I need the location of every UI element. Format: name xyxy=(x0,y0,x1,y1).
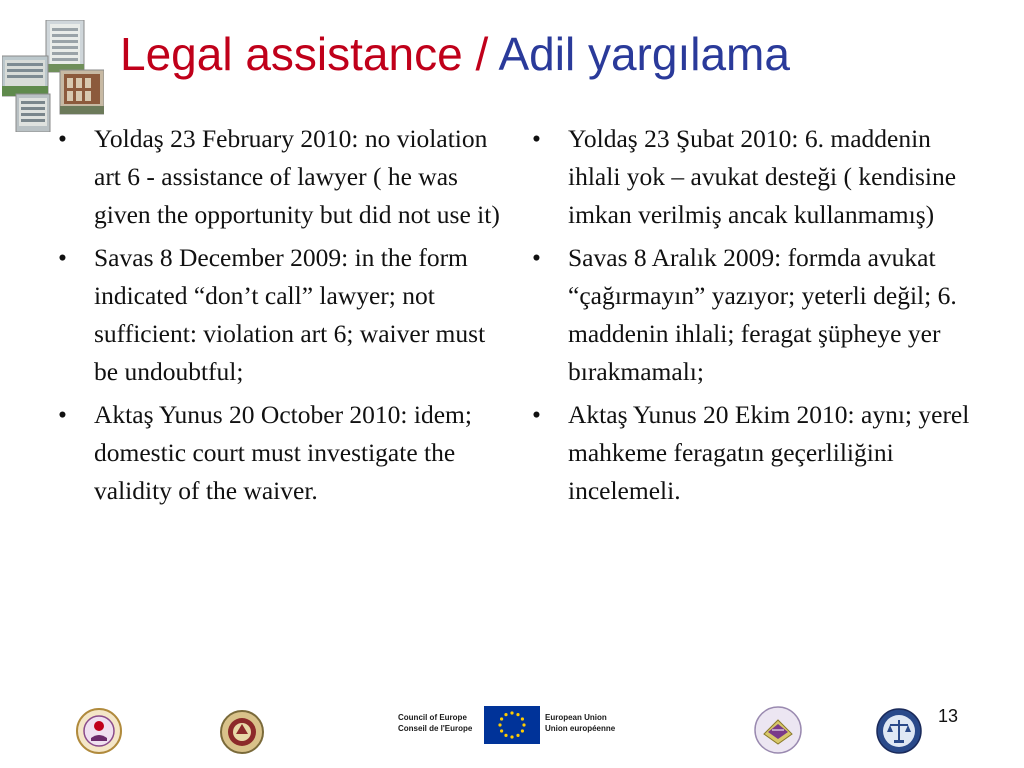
title-english: Legal assistance / xyxy=(120,28,489,80)
coe-label-french: Conseil de l'Europe xyxy=(398,724,473,733)
building-photo-tile-bottom xyxy=(16,94,50,132)
bullet-list-turkish xyxy=(532,120,972,515)
bullet-dot: • xyxy=(532,243,541,272)
justice-academy-seal-logo xyxy=(76,708,122,754)
building-photo-tile-left xyxy=(2,56,48,96)
bullet-text: Aktaş Yunus 20 Ekim 2010: aynı; yerel mahkeme feragatın geçerliliğini incelemeli. xyxy=(568,400,970,505)
building-photo-tile-top xyxy=(46,20,84,72)
council-of-europe-label xyxy=(398,712,472,734)
bullet-dot: • xyxy=(58,243,67,272)
building-photo-collage xyxy=(2,20,104,132)
bullet-text: Aktaş Yunus 20 October 2010: idem; domestic court must investigate the validity of the waiver. xyxy=(94,400,472,505)
bullet-item xyxy=(58,120,503,234)
page-number: 13 xyxy=(938,706,959,726)
coe-label-english: Council of Europe xyxy=(398,713,467,722)
bullet-text: Savas 8 December 2009: in the form indicated “don’t call” lawyer; not sufficient: violation art 6; waiver must be undoubtful; xyxy=(94,243,486,386)
bullet-item xyxy=(58,239,503,391)
bullet-dot: • xyxy=(532,124,541,153)
slide-title xyxy=(120,28,790,81)
eu-label-french: Union européenne xyxy=(545,724,616,733)
european-union-label xyxy=(545,712,615,734)
bullet-list-english xyxy=(58,120,503,515)
books-emblem-logo xyxy=(754,706,802,754)
bullet-item xyxy=(532,120,972,234)
bullet-text: Yoldaş 23 February 2010: no violation art 6 - assistance of lawyer ( he was given the opportunity but did not use it) xyxy=(94,124,500,229)
eu-label-english: European Union xyxy=(545,713,607,722)
bullet-text: Savas 8 Aralık 2009: formda avukat “çağırmayın” yazıyor; yeterli değil; 6. maddenin ihlali; feragat şüpheye yer bırakmamalı; xyxy=(568,243,957,386)
bullet-item xyxy=(532,239,972,391)
bullet-dot: • xyxy=(58,124,67,153)
bullet-dot: • xyxy=(58,400,67,429)
title-turkish: Adil yargılama xyxy=(498,28,790,80)
bullet-text: Yoldaş 23 Şubat 2010: 6. maddenin ihlali yok – avukat desteği ( kendisine imkan verilmiş ancak kullanmamış) xyxy=(568,124,957,229)
eu-flag-icon xyxy=(484,706,540,744)
bullet-item xyxy=(58,396,503,510)
court-emblem-logo xyxy=(220,710,264,754)
building-photo-tile-right xyxy=(60,70,104,114)
justice-scales-logo xyxy=(876,708,922,754)
bullet-dot: • xyxy=(532,400,541,429)
bullet-item xyxy=(532,396,972,510)
